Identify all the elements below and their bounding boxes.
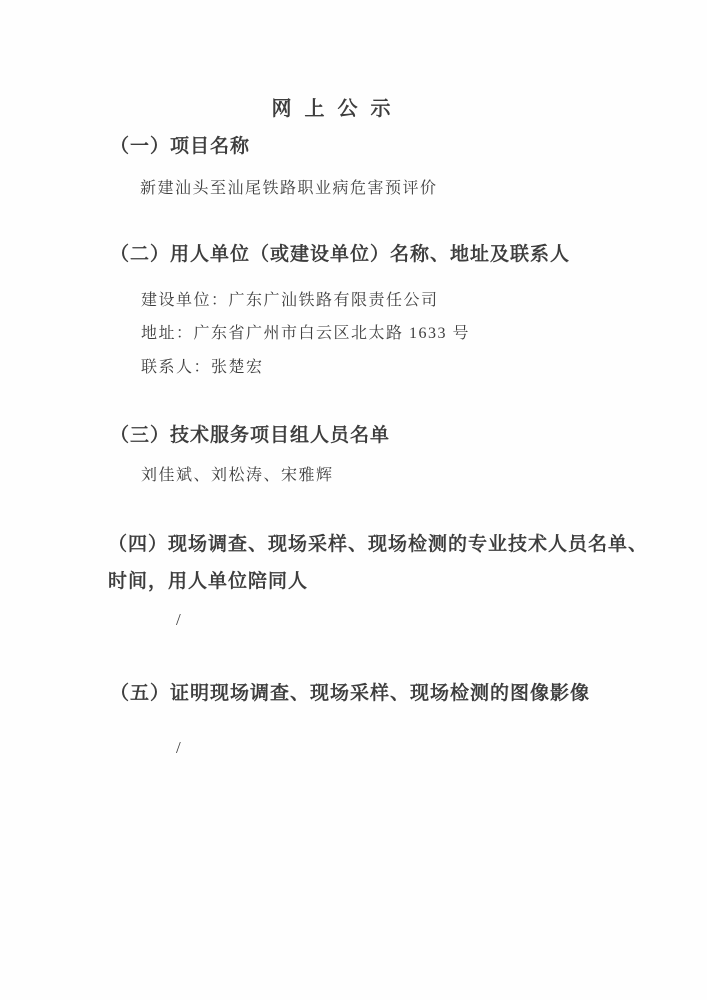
section-3-heading: （三）技术服务项目组人员名单 bbox=[110, 425, 391, 446]
section-2-heading: （二）用人单位（或建设单位）名称、地址及联系人 bbox=[110, 244, 571, 265]
section-2-construction-unit: 建设单位：广东广汕铁路有限责任公司 bbox=[141, 292, 439, 309]
section-3-team-members: 刘佳斌、刘松涛、宋雅辉 bbox=[141, 467, 334, 484]
document-title: 网 上 公 示 bbox=[271, 98, 395, 120]
section-4-heading-line-2: 时间，用人单位陪同人 bbox=[108, 571, 309, 592]
section-4-placeholder-slash: / bbox=[176, 610, 181, 629]
section-2-address: 地址：广东省广州市白云区北太路 1633 号 bbox=[141, 325, 471, 342]
section-2-contact-person: 联系人：张楚宏 bbox=[141, 359, 264, 376]
section-5-placeholder-slash: / bbox=[176, 738, 181, 757]
section-4-heading-line-1: （四）现场调查、现场采样、现场检测的专业技术人员名单、 bbox=[108, 534, 649, 555]
section-1-project-name: 新建汕头至汕尾铁路职业病危害预评价 bbox=[140, 180, 438, 197]
section-1-heading: （一）项目名称 bbox=[110, 136, 251, 157]
section-5-heading: （五）证明现场调查、现场采样、现场检测的图像影像 bbox=[110, 683, 591, 704]
